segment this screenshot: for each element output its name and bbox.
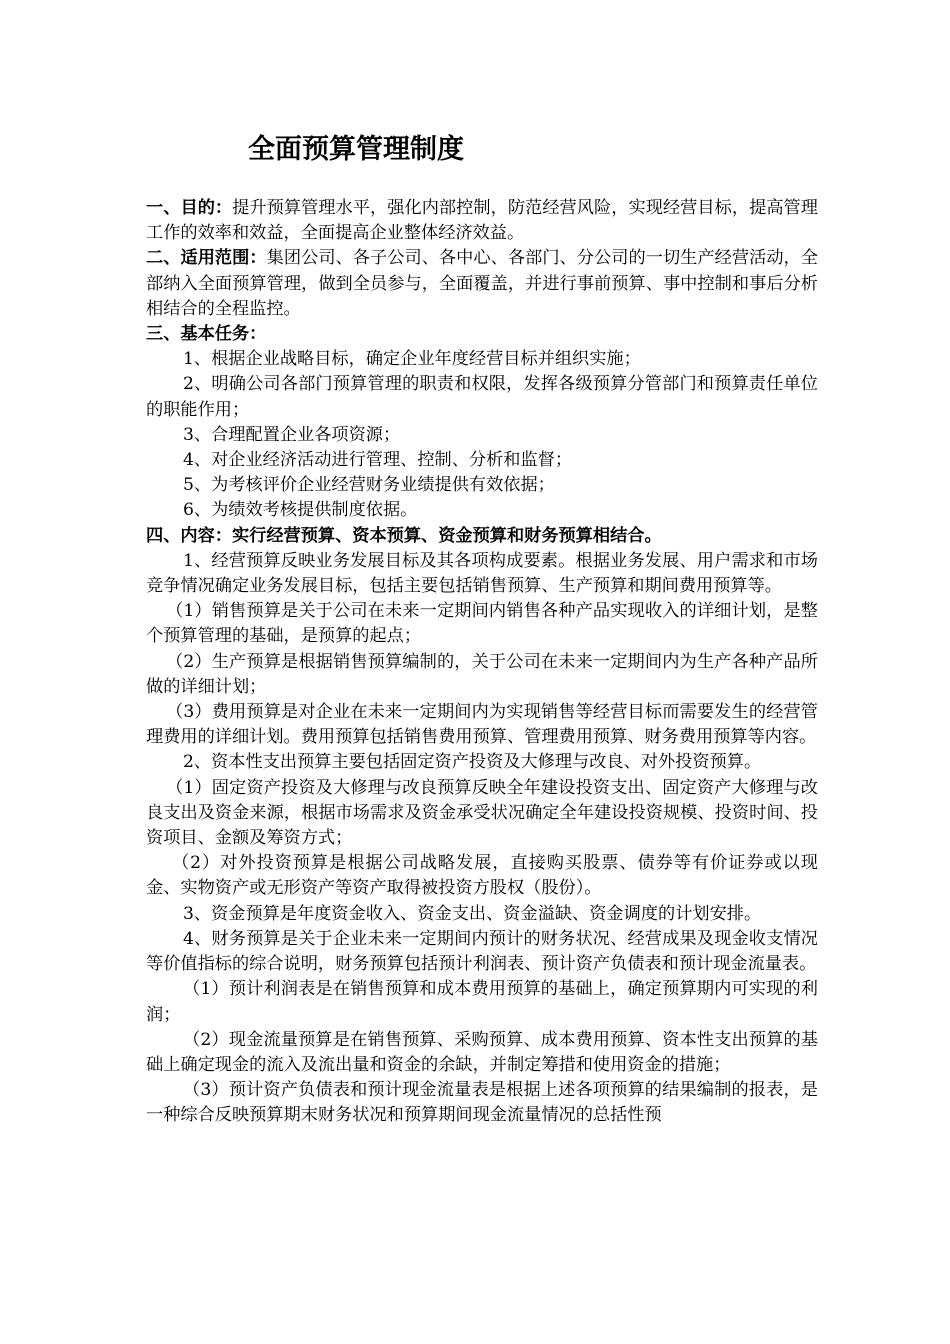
content-paragraph: （3）费用预算是对企业在未来一定期间内为实现销售等经营目标而需要发生的经营管理费用的详细计划。费用预算包括销售费用预算、管理费用预算、财务费用预算等内容。	[146, 702, 818, 748]
section-purpose-label: 一、目的：	[146, 198, 233, 218]
section-scope-text: 集团公司、各子公司、各中心、各部门、分公司的一切生产经营活动，全部纳入全面预算管理，做到全员参与，全面覆盖，并进行事前预算、事中控制和事后分析相结合的全程监控。	[146, 248, 818, 319]
task-item: 6、为绩效考核提供制度依据。	[183, 500, 418, 521]
task-item: 3、合理配置企业各项资源；	[183, 424, 401, 445]
task-item: 2、明确公司各部门预算管理的职责和权限，发挥各级预算分管部门和预算责任单位的职能作用；	[146, 374, 818, 420]
section-scope-label: 二、适用范围：	[146, 248, 267, 269]
content-paragraph: （1）预计利润表是在销售预算和成本费用预算的基础上，确定预算期内可实现的利润；	[146, 979, 818, 1025]
content-paragraph: 4、财务预算是关于企业未来一定期间内预计的财务状况、经营成果及现金收支情况等价值指标的综合说明，财务预算包括预计利润表、预计资产负债表和预计现金流量表。	[146, 928, 818, 975]
content-paragraph: （1）销售预算是关于公司在未来一定期间内销售各种产品实现收入的详细计划，是整个预算管理的基础，是预算的起点；	[146, 601, 818, 647]
content-paragraph: （2）生产预算是根据销售预算编制的，关于公司在未来一定期间内为生产各种产品所做的详细计划；	[146, 651, 818, 697]
content-paragraph: （2）现金流量预算是在销售预算、采购预算、成本费用预算、资本性支出预算的基础上确定现金的流入及流出量和资金的余缺，并制定筹措和使用资金的措施；	[146, 1029, 818, 1075]
content-paragraph: （2）对外投资预算是根据公司战略发展，直接购买股票、债券等有价证券或以现金、实物资产或无形资产等资产取得被投资方股权（股份）。	[146, 853, 818, 899]
content-paragraph: （1）固定资产投资及大修理与改良预算反映全年建设投资支出、固定资产大修理与改良支出及资金来源，根据市场需求及资金承受状况确定全年建设投资规模、投资时间、投资项目、金额及筹资方式；	[146, 777, 818, 849]
content-paragraph: 1、经营预算反映业务发展目标及其各项构成要素。根据业务发展、用户需求和市场竞争情况确定业务发展目标，包括主要包括销售预算、生产预算和期间费用预算等。	[146, 550, 818, 597]
content-paragraph: 3、资金预算是年度资金收入、资金支出、资金溢缺、资金调度的计划安排。	[183, 903, 762, 924]
document-title: 全面预算管理制度	[248, 134, 464, 165]
content-paragraph: 2、资本性支出预算主要包括固定资产投资及大修理与改良、对外投资预算。	[183, 752, 762, 773]
section-tasks-label: 三、基本任务：	[146, 324, 267, 345]
section-content-heading: 四、内容：实行经营预算、资本预算、资金预算和财务预算相结合。	[146, 525, 662, 546]
task-item: 1、根据企业战略目标，确定企业年度经营目标并组织实施；	[183, 349, 641, 370]
document-body	[146, 196, 818, 1129]
section-purpose-text: 提升预算管理水平，强化内部控制，防范经营风险，实现经营目标，提高管理工作的效率和效益，全面提高企业整体经济效益。	[146, 198, 818, 244]
task-item: 4、对企业经济活动进行管理、控制、分析和监督；	[183, 450, 573, 471]
task-item: 5、为考核评价企业经营财务业绩提供有效依据；	[183, 475, 555, 496]
section-purpose	[146, 196, 818, 246]
content-paragraph: （3）预计资产负债表和预计现金流量表是根据上述各项预算的结果编制的报表，是一种综合反映预算期末财务状况和预算期间现金流量情况的总括性预	[146, 1080, 818, 1126]
section-scope	[146, 246, 818, 322]
